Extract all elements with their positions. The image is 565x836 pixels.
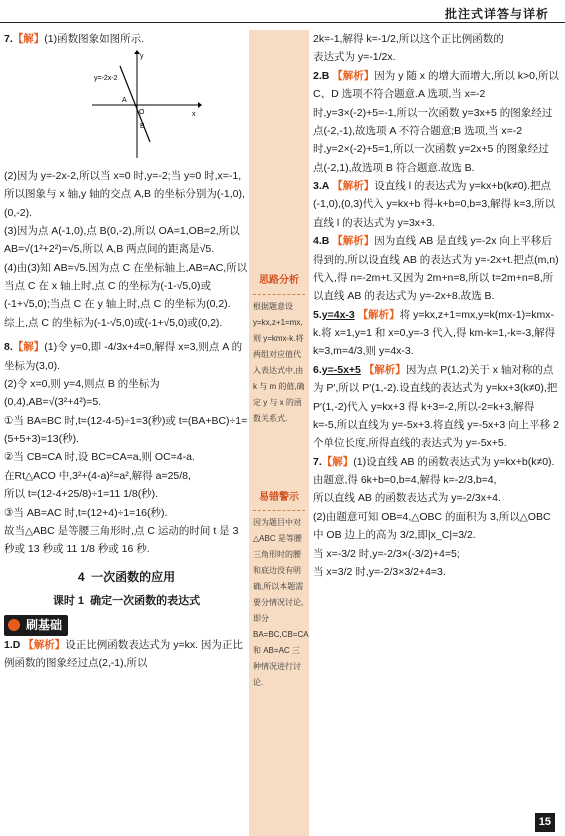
- q3-number: 3.: [313, 180, 322, 192]
- origin-label: O: [139, 109, 145, 117]
- q6-text: 因为点 P(1,2)关于 x 轴对称的点为 P′,所以 P′(1,-2).设直线的表达式为 y=kx+3(k≠0),把 P′(1,-2)代入 y=kx+3 得 k+3=-2,所以-2=k+3,解得 k=-5,所以直线为 y=-5x+3.将直线 y=-5x+3 向上平移 2 个单位长度,所得直线的表达式为 y=-5x+5.: [313, 363, 559, 450]
- q7-number: 7.: [4, 33, 13, 45]
- sidebar-divider-2: [253, 510, 305, 511]
- q3-tag: 【解析】: [332, 180, 375, 192]
- q4-number: 4.: [313, 235, 322, 248]
- sidebar-text-thinking: 根据题意设 y=kx,z+1=mx,则 y=kmx-k.将两组对应值代入表达式中,由 k 与 m 的值,确定 y 与 x 的函数关系式.: [253, 301, 305, 423]
- q3: [313, 177, 559, 232]
- q1-number: 1.: [4, 638, 13, 651]
- function-graph: [92, 50, 202, 160]
- q5: [313, 306, 559, 361]
- page-number: 15: [535, 813, 555, 832]
- lesson-number: 课时 1: [52, 594, 85, 607]
- q2-text: 因为 y 随 x 的增大而增大,所以 k>0,所以 C、D 选项不符合题意.A 选项,当 x=-2 时,y=3×(-2)+5=-1,所以一次函数 y=3x+5 的图象经过点(-2,-1),故选项 A 不符合题意;B 选项,当 x=-2 时,y=2×(-2)+5=1,所以一次函数 y=2x+5 的图象经过点(-2,1),故选项 B 符合题意.故选 B.: [313, 69, 559, 174]
- q2: [313, 67, 559, 177]
- q4-text: 因为直线 AB 是直线 y=-2x 向上平移后得到的,所以设直线 AB 的表达式为 y=-2x+t.把点(m,n)代入,得 n=-2m+t.又因为 2m+n=8,所以 t=2m+n=8,所以直线 AB 的表达式为 y=-2x+8.故选 B.: [313, 235, 559, 303]
- q7-part4: (4)由(3)知 AB=√5.因为点 C 在坐标轴上,AB=AC,所以当点 C 在 x 轴上时,点 C 的坐标为(-1-√5,0)或(-1+√5,0);当点 C 在 y 轴上时,点 C 的坐标为(0,2).: [4, 261, 248, 311]
- q5-answer: y=4x-3: [321, 308, 355, 321]
- q8-part6: 所以 t=(12-4+25/8)÷1=11 1/8(秒).: [4, 488, 159, 501]
- function-line: [120, 66, 150, 142]
- q8-part2: (2)令 x=0,则 y=4,则点 B 的坐标为(0,4),AB=√(3²+4²)=5.: [4, 377, 160, 409]
- q1: [4, 636, 249, 673]
- q7-part5: 综上,点 C 的坐标为(-1-√5,0)或(-1+√5,0)或(0,2).: [4, 316, 223, 329]
- page-header: 批注式详答与详析: [444, 7, 549, 21]
- q1-continued-1: 2k=-1,解得 k=-1/2,所以这个正比例函数的: [313, 33, 504, 45]
- q6-answer: y=-5x+5: [321, 363, 361, 376]
- lesson-title: [4, 592, 249, 611]
- basics-badge: 刷基础: [4, 615, 68, 636]
- q8-part5: 在Rt△ACO 中,3²+(4-a)²=a²,解得 a=25/8,: [4, 469, 191, 482]
- q7r-part2: 由题意,得 6k+b=0,b=4,解得 k=-2/3,b=4,: [313, 474, 497, 486]
- sidebar-text-warning: 因为题目中对△ABC 是等腰三角形时的腰和底边没有明确,所以本题需要分情况讨论,即分 BA=BC,CB=CA 和 AB=AC 三种情况进行讨论.: [253, 518, 309, 687]
- q8-part4: ②当 CB=CA 时,设 BC=CA=a,则 OC=4-a.: [4, 451, 195, 464]
- q4: [313, 232, 559, 306]
- q8-part7: ③当 AB=AC 时,t=(12+4)÷1=16(秒).: [4, 506, 168, 519]
- q6-tag: 【解析】: [363, 363, 406, 376]
- sidebar-divider: [253, 294, 305, 295]
- q3-text: 设直线 l 的表达式为 y=kx+b(k≠0).把点(-1,0),(0,3)代入 y=kx+b 得-k+b=0,b=3,解得 k=3,所以直线 l 的表达式为 y=3x+3.: [313, 180, 556, 229]
- q5-tag: 【解析】: [357, 308, 400, 321]
- q1-answer: D: [12, 638, 21, 651]
- q7-heading: [4, 30, 249, 48]
- function-label: y=-2x-2: [94, 75, 118, 83]
- header-rule: [0, 22, 565, 23]
- section-title: [4, 567, 249, 588]
- section-number: 4: [77, 569, 85, 584]
- q7r-number: 7.: [313, 455, 322, 468]
- q7r-part3: 所以直线 AB 的函数表达式为 y=-2/3x+4.: [313, 492, 501, 505]
- left-column: [4, 30, 249, 673]
- right-column: [313, 30, 559, 581]
- q3-answer: A: [321, 180, 330, 192]
- x-axis-arrow: [198, 102, 202, 108]
- q7-line1: (1)函数图象如图所示.: [44, 33, 145, 45]
- q5-number: 5.: [313, 308, 322, 321]
- q8-tag: 【解】: [12, 341, 45, 354]
- q8-part8: 故当△ABC 是等腰三角形时,点 C 运动的时间 t 是 3 秒或 13 秒或 11 1/8 秒或 16 秒.: [4, 524, 239, 556]
- q6-number: 6.: [313, 363, 322, 376]
- lesson-title-text: 确定一次函数的表达式: [90, 594, 201, 607]
- q7r-part4: (2)由题意可知 OB=4,△OBC 的面积为 3,所以△OBC 中 OB 边上的高为 3/2,即|x_C|=3/2.: [313, 510, 551, 542]
- q7r-part1: (1)设直线 AB 的函数表达式为 y=kx+b(k≠0).: [353, 455, 555, 468]
- q1-text: 设正比例函数表达式为 y=kx. 因为正比例函数的图象经过点(2,-1),所以: [4, 638, 243, 670]
- q7r-part6: 当 x=3/2 时,y=-2/3×3/2+4=3.: [313, 565, 446, 578]
- q8-heading: [4, 338, 249, 375]
- q7-right: [313, 453, 559, 471]
- q1-tag: 【解析】: [23, 638, 66, 651]
- q6: [313, 361, 559, 453]
- x-label: x: [192, 111, 196, 119]
- section-title-text: 一次函数的应用: [91, 569, 176, 584]
- q2-answer: B: [321, 69, 330, 82]
- annotation-sidebar: [249, 30, 309, 836]
- point-b-label: B: [140, 123, 145, 131]
- q2-tag: 【解析】: [332, 69, 375, 82]
- q4-answer: B: [321, 235, 330, 248]
- q8-part3: ①当 BA=BC 时,t=(12-4-5)÷1=3(秒)或 t=(BA+BC)÷1=(5+5+3)=13(秒).: [4, 414, 248, 445]
- y-label: y: [140, 53, 144, 61]
- sidebar-title-thinking: 思路分析: [259, 275, 299, 286]
- q7r-tag: 【解】: [321, 455, 354, 468]
- q5-text: 将 y=kx,z+1=mx,y=k(mx-1)=kmx-k.将 x=1,y=1 和 x=0,y=-3 代入,得 km-k=1,-k=-3,解得 k=3,m=4/3,则 y=4x-3.: [313, 308, 556, 358]
- q7-part3: (3)因为点 A(-1,0),点 B(0,-2),所以 OA=1,OB=2,所以 AB=√(1²+2²)=√5,所以 A,B 两点间的距离是√5.: [4, 224, 240, 256]
- q2-number: 2.: [313, 69, 322, 82]
- q7-tag: 【解】: [12, 33, 45, 45]
- point-a-label: A: [122, 97, 127, 105]
- q8-number: 8.: [4, 341, 13, 354]
- q4-tag: 【解析】: [332, 235, 375, 248]
- q1-continued-2: 表达式为 y=-1/2x.: [313, 51, 396, 64]
- sidebar-title-warning: 易错警示: [259, 491, 299, 503]
- q8-part1: (1)令 y=0,即 -4/3x+4=0,解得 x=3,则点 A 的坐标为(3,0).: [4, 341, 243, 372]
- badge-row: [4, 615, 249, 636]
- q7-part2: (2)因为 y=-2x-2,所以当 x=0 时,y=-2;当 y=0 时,x=-1,所以图象与 x 轴,y 轴的交点 A,B 的坐标分别为(-1,0),(0,-2).: [4, 169, 245, 219]
- q7r-part5: 当 x=-3/2 时,y=-2/3×(-3/2)+4=5;: [313, 547, 460, 560]
